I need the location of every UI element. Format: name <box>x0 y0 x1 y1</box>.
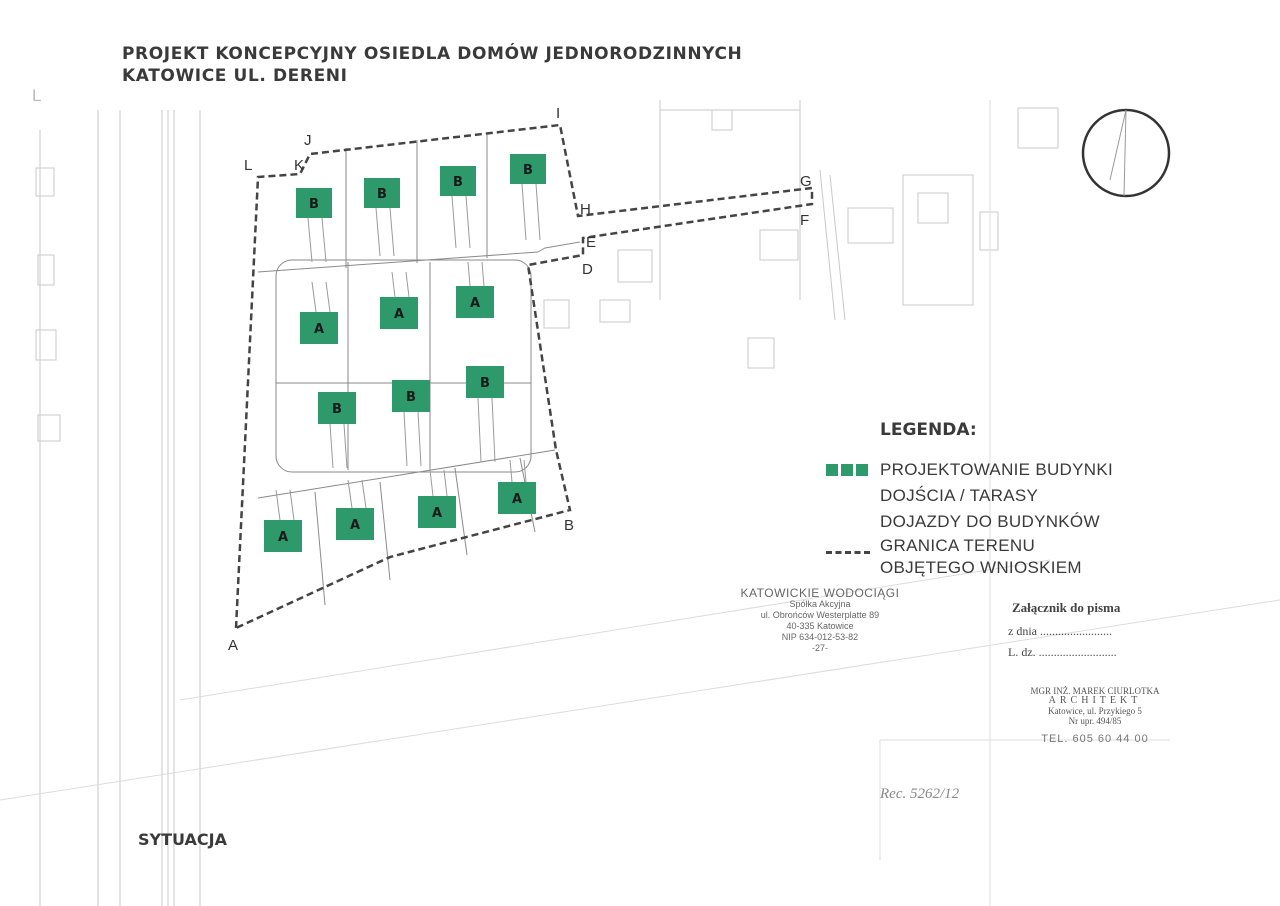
point-d-label: D <box>582 261 593 278</box>
handwritten-note: Rec. 5262/12 <box>880 786 960 802</box>
point-labels <box>228 105 812 654</box>
access-paths <box>276 184 540 520</box>
svg-text:A: A <box>511 492 523 507</box>
svg-text:B: B <box>377 187 387 202</box>
svg-text:B: B <box>480 376 490 391</box>
houses-row3 <box>318 366 504 424</box>
point-h-label: H <box>580 201 591 218</box>
svg-text:A: A <box>431 506 443 521</box>
point-b-label: B <box>564 517 575 534</box>
house-b <box>318 392 356 424</box>
corner-mark: L <box>32 86 42 105</box>
svg-text:B: B <box>309 197 319 212</box>
houses-row4 <box>264 482 536 552</box>
svg-text:A: A <box>313 322 325 337</box>
svg-text:A: A <box>349 518 361 533</box>
legend-item-boundary: GRANICA TERENU <box>880 536 1036 555</box>
point-e-label: E <box>586 234 597 251</box>
north-arrow-icon <box>1083 110 1169 196</box>
house-b <box>392 380 430 412</box>
svg-text:A: A <box>277 530 289 545</box>
house-b <box>510 154 546 184</box>
house-a <box>336 508 374 540</box>
svg-text:B: B <box>332 402 342 417</box>
legend-item-boundary-2: OBJĘTEGO WNIOSKIEM <box>880 558 1082 577</box>
svg-text:A: A <box>393 307 405 322</box>
legend-title: LEGENDA: <box>880 420 977 440</box>
house-swatch-icon <box>826 463 870 477</box>
background-map-lines <box>0 100 1280 906</box>
point-j-label: J <box>304 132 312 149</box>
boundary-dash-icon <box>826 551 870 554</box>
attachment-stamp: Załącznik do pisma z dnia ........................ L. dz. .......................... <box>1008 600 1121 659</box>
point-g-label: G <box>800 173 812 190</box>
svg-text:B: B <box>406 390 416 405</box>
point-k-label: K <box>294 157 305 174</box>
house-a <box>498 482 536 514</box>
document-title: PROJEKT KONCEPCYJNY OSIEDLA DOMÓW JEDNORODZINNYCH <box>122 44 743 64</box>
house-a <box>418 496 456 528</box>
point-a-label: A <box>228 637 239 654</box>
point-f-label: F <box>800 212 810 229</box>
legend-item-driveways: DOJAZDY DO BUDYNKÓW <box>880 512 1100 531</box>
house-b <box>296 188 332 218</box>
sheet-label: SYTUACJA <box>138 830 227 849</box>
legend-item-paths: DOJŚCIA / TARASY <box>880 486 1039 505</box>
legend-item-buildings: PROJEKTOWANIE BUDYNKI <box>880 460 1114 479</box>
house-a <box>300 312 338 344</box>
svg-text:A: A <box>469 296 481 311</box>
company-stamp: KATOWICKIE WODOCIĄGI Spółka Akcyjna ul. Obrońców Westerplatte 89 40-335 Katowice NIP 634-012-53-82 -27- <box>740 586 900 653</box>
point-l-label: L <box>244 157 253 174</box>
house-b <box>440 166 476 196</box>
house-a <box>264 520 302 552</box>
svg-text:B: B <box>453 175 463 190</box>
houses-row1 <box>296 154 546 218</box>
house-b <box>466 366 504 398</box>
svg-text:B: B <box>523 163 533 178</box>
houses-row2 <box>300 286 494 344</box>
house-b <box>364 178 400 208</box>
house-a <box>456 286 494 318</box>
point-i-label: I <box>556 105 561 122</box>
document-subtitle: KATOWICE UL. DERENI <box>122 66 348 86</box>
house-a <box>380 297 418 329</box>
architect-stamp: MGR INŻ. MAREK CIURLOTKA ARCHITEKT Katowice, ul. Przykiego 5 Nr upr. 494/85 TEL. 605 60 44 00 <box>1030 686 1160 745</box>
